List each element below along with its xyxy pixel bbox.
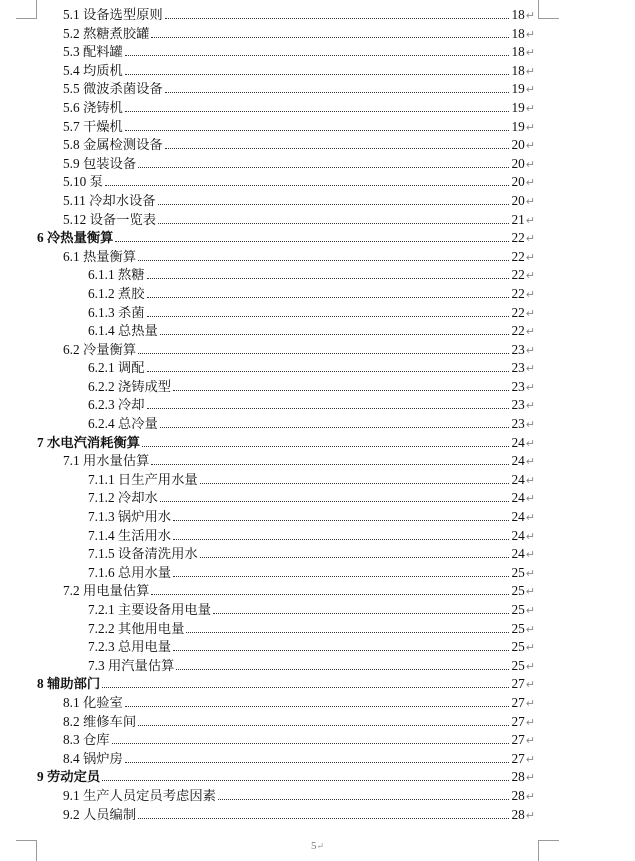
toc-entry-line[interactable] — [63, 6, 535, 26]
toc-entry-line[interactable] — [88, 304, 535, 324]
toc-entry[interactable] — [0, 787, 635, 806]
paragraph-mark-icon: ↵ — [525, 418, 535, 432]
toc-entry-line[interactable] — [88, 508, 535, 528]
toc-entry[interactable] — [0, 750, 635, 769]
table-of-contents — [0, 6, 635, 824]
toc-entry-label: 5.5 微波杀菌设备 — [63, 80, 164, 99]
toc-entry[interactable] — [0, 527, 635, 546]
toc-entry-page-number: 22 — [511, 323, 525, 339]
toc-dot-leader — [147, 304, 510, 317]
toc-dot-leader — [158, 192, 510, 205]
toc-entry-line[interactable] — [88, 564, 535, 584]
toc-entry-page-number: 24 — [511, 471, 525, 487]
toc-dot-leader — [125, 118, 510, 131]
toc-dot-leader — [173, 508, 509, 521]
toc-entry[interactable] — [0, 285, 635, 304]
toc-entry[interactable] — [0, 155, 635, 174]
toc-entry[interactable] — [0, 434, 635, 453]
toc-dot-leader — [125, 694, 510, 707]
toc-dot-leader — [173, 564, 509, 577]
toc-entry-line[interactable] — [88, 471, 535, 491]
toc-entry-label: 5.2 熬糖煮胶罐 — [63, 25, 150, 44]
toc-entry-line[interactable] — [88, 359, 535, 379]
toc-entry-line[interactable] — [88, 378, 535, 398]
toc-entry-page-number: 19 — [511, 99, 525, 115]
toc-entry-page-number: 18 — [511, 7, 525, 22]
toc-entry-label: 7.1.6 总用水量 — [88, 564, 172, 583]
toc-entry-page-number: 27 — [511, 732, 525, 748]
toc-dot-leader — [142, 434, 509, 447]
toc-entry-label: 5.11 冷却水设备 — [63, 192, 157, 211]
toc-entry-page-number: 22 — [511, 267, 525, 283]
toc-entry-label: 7.1 用水量估算 — [63, 452, 150, 471]
toc-entry-line[interactable] — [88, 285, 535, 305]
toc-entry-line[interactable] — [63, 173, 535, 193]
toc-entry-line[interactable] — [63, 118, 535, 138]
toc-entry-page-number: 24 — [511, 490, 525, 506]
toc-dot-leader — [151, 452, 509, 465]
toc-entry-line[interactable] — [63, 136, 535, 156]
toc-entry-page-number: 20 — [511, 137, 525, 153]
toc-entry-page-number: 25 — [511, 620, 525, 636]
paragraph-mark-icon: ↵ — [525, 529, 535, 543]
toc-entry-page-number: 19 — [511, 118, 525, 134]
toc-entry-line[interactable] — [63, 806, 535, 826]
toc-entry-label: 7.2.2 其他用电量 — [88, 620, 185, 639]
toc-entry-page-number: 21 — [511, 211, 525, 227]
toc-dot-leader — [115, 229, 509, 242]
toc-entry-page-number: 24 — [511, 509, 525, 525]
toc-entry-label: 5.10 泵 — [63, 173, 104, 192]
toc-entry-page-number: 23 — [511, 360, 525, 376]
toc-entry[interactable] — [0, 62, 635, 81]
toc-entry-label: 5.9 包装设备 — [63, 155, 137, 174]
paragraph-mark-icon: ↵ — [525, 399, 535, 413]
toc-entry-label: 5.1 设备选型原则 — [63, 6, 164, 25]
paragraph-mark-icon: ↵ — [525, 176, 535, 190]
toc-dot-leader — [200, 471, 510, 484]
paragraph-mark-icon: ↵ — [525, 734, 535, 748]
toc-entry[interactable] — [0, 452, 635, 471]
toc-entry-page-number: 27 — [511, 676, 525, 692]
toc-entry-label: 6.1 热量衡算 — [63, 248, 137, 267]
toc-entry-page-number: 18 — [511, 25, 525, 41]
paragraph-mark-icon: ↵ — [525, 232, 535, 246]
page-number: 5 — [310, 840, 317, 852]
toc-entry-line[interactable] — [63, 192, 535, 212]
toc-entry-line[interactable] — [88, 396, 535, 416]
paragraph-mark-icon: ↵ — [525, 120, 535, 134]
toc-entry[interactable] — [0, 768, 635, 787]
toc-entry-label: 9.2 人员编制 — [63, 806, 137, 825]
toc-entry-page-number: 28 — [511, 806, 525, 822]
toc-dot-leader — [173, 378, 509, 391]
toc-dot-leader — [125, 43, 510, 56]
toc-entry[interactable] — [0, 136, 635, 155]
toc-dot-leader — [147, 359, 510, 372]
paragraph-mark-icon: ↵ — [525, 473, 535, 487]
paragraph-mark-icon: ↵ — [525, 659, 535, 673]
toc-entry-page-number: 24 — [511, 527, 525, 543]
toc-entry-line[interactable] — [63, 155, 535, 175]
toc-dot-leader — [176, 657, 509, 670]
toc-dot-leader — [160, 415, 510, 428]
toc-entry-label: 7.1.3 锅炉用水 — [88, 508, 172, 527]
toc-entry[interactable] — [0, 304, 635, 323]
toc-entry-label: 9 劳动定员 — [37, 768, 101, 787]
toc-dot-leader — [138, 806, 509, 819]
toc-entry-label: 6.1.1 熬糖 — [88, 266, 146, 285]
toc-entry[interactable] — [0, 248, 635, 267]
toc-entry-label: 6.2.1 调配 — [88, 359, 146, 378]
toc-dot-leader — [218, 787, 510, 800]
toc-entry-page-number: 20 — [511, 155, 525, 171]
toc-dot-leader — [160, 322, 510, 335]
toc-dot-leader — [173, 527, 509, 540]
toc-entry[interactable] — [0, 657, 635, 676]
toc-entry-label: 7.1.5 设备清洗用水 — [88, 545, 199, 564]
toc-entry-label: 7.2.1 主要设备用电量 — [88, 601, 212, 620]
toc-dot-leader — [165, 136, 510, 149]
paragraph-mark-icon: ↵ — [525, 641, 535, 655]
toc-entry-line[interactable] — [63, 80, 535, 100]
toc-dot-leader — [165, 6, 510, 19]
toc-dot-leader — [213, 601, 509, 614]
toc-entry-page-number: 23 — [511, 416, 525, 432]
toc-dot-leader — [125, 750, 510, 763]
paragraph-mark-icon: ↵ — [525, 380, 535, 394]
toc-entry-label: 7.3 用汽量估算 — [88, 657, 175, 676]
toc-entry-label: 8.1 化验室 — [63, 694, 124, 713]
toc-entry-page-number: 25 — [511, 639, 525, 655]
toc-entry-label: 6.2.3 冷却 — [88, 396, 146, 415]
toc-entry-page-number: 25 — [511, 657, 525, 673]
toc-entry-label: 8.4 锅炉房 — [63, 750, 124, 769]
paragraph-mark-icon: ↵ — [525, 548, 535, 562]
paragraph-mark-icon: ↵ — [525, 789, 535, 803]
paragraph-mark-icon: ↵ — [525, 9, 535, 22]
toc-entry-line[interactable] — [63, 62, 535, 82]
toc-entry-line[interactable] — [63, 248, 535, 268]
toc-entry-line[interactable] — [88, 266, 535, 286]
toc-entry-page-number: 25 — [511, 602, 525, 617]
toc-dot-leader — [158, 211, 509, 224]
toc-entry-page-number: 24 — [511, 434, 525, 450]
toc-entry-line[interactable] — [88, 527, 535, 547]
paragraph-mark-icon: ↵ — [525, 139, 535, 153]
toc-entry-label: 7.1.2 冷却水 — [88, 489, 159, 508]
toc-entry-page-number: 22 — [511, 304, 525, 320]
toc-entry-line[interactable] — [63, 787, 535, 807]
toc-dot-leader — [138, 248, 509, 261]
toc-entry-page-number: 22 — [511, 230, 525, 246]
toc-dot-leader — [147, 285, 510, 298]
paragraph-mark-icon: ↵ — [525, 771, 535, 785]
toc-entry[interactable] — [0, 211, 635, 230]
toc-entry-page-number: 20 — [511, 192, 525, 208]
toc-entry[interactable] — [0, 620, 635, 639]
toc-entry-line[interactable] — [63, 713, 535, 733]
paragraph-mark-icon: ↵ — [525, 362, 535, 376]
toc-entry-label: 7.2.3 总用电量 — [88, 638, 172, 657]
toc-entry-label: 9.1 生产人员定员考虑因素 — [63, 787, 217, 806]
toc-entry[interactable] — [0, 43, 635, 62]
toc-entry-page-number: 25 — [511, 564, 525, 580]
toc-entry-line[interactable] — [63, 99, 535, 119]
toc-entry[interactable] — [0, 341, 635, 360]
toc-entry-line[interactable] — [63, 211, 535, 231]
toc-entry-line[interactable] — [63, 341, 535, 361]
paragraph-mark-icon: ↵ — [525, 622, 535, 636]
paragraph-mark-icon: ↵ — [525, 269, 535, 283]
toc-entry-label: 6.2.2 浇铸成型 — [88, 378, 172, 397]
toc-entry[interactable] — [0, 489, 635, 508]
paragraph-mark-icon: ↵ — [525, 455, 535, 469]
paragraph-mark-icon: ↵ — [525, 715, 535, 729]
toc-entry[interactable] — [0, 80, 635, 99]
toc-entry-label: 6.2 冷量衡算 — [63, 341, 137, 360]
paragraph-mark-icon: ↵ — [525, 194, 535, 208]
paragraph-mark-icon: ↵ — [525, 83, 535, 97]
toc-entry[interactable] — [0, 806, 635, 825]
toc-dot-leader — [138, 713, 509, 726]
toc-entry[interactable] — [0, 118, 635, 137]
paragraph-mark-icon: ↵ — [525, 492, 535, 506]
toc-entry-page-number: 27 — [511, 750, 525, 766]
toc-entry[interactable] — [0, 322, 635, 341]
toc-entry[interactable] — [0, 731, 635, 750]
toc-entry-line[interactable] — [88, 620, 535, 640]
toc-entry-page-number: 20 — [511, 174, 525, 190]
toc-dot-leader — [138, 341, 509, 354]
toc-entry-line[interactable] — [88, 601, 535, 621]
toc-entry-page-number: 23 — [511, 378, 525, 394]
toc-entry-line[interactable] — [37, 434, 535, 454]
toc-dot-leader — [112, 731, 510, 744]
toc-entry-label: 5.6 浇铸机 — [63, 99, 124, 118]
toc-entry-page-number: 25 — [511, 583, 525, 599]
toc-entry-page-number: 22 — [511, 248, 525, 264]
toc-entry-label: 6.1.4 总热量 — [88, 322, 159, 341]
toc-entry-line[interactable] — [88, 322, 535, 342]
toc-entry[interactable] — [0, 582, 635, 601]
paragraph-mark-icon: ↵ — [525, 157, 535, 171]
toc-entry-label: 6.1.2 煮胶 — [88, 285, 146, 304]
toc-entry[interactable] — [0, 229, 635, 248]
toc-entry-line[interactable] — [88, 415, 535, 435]
paragraph-mark-icon: ↵ — [525, 343, 535, 357]
paragraph-mark-icon: ↵ — [525, 752, 535, 766]
toc-entry-page-number: 28 — [511, 787, 525, 803]
paragraph-mark-icon: ↵ — [525, 604, 535, 617]
toc-entry-label: 5.12 设备一览表 — [63, 211, 157, 230]
toc-entry-label: 6.1.3 杀菌 — [88, 304, 146, 323]
paragraph-mark-icon: ↵ — [525, 101, 535, 115]
toc-entry-label: 5.8 金属检测设备 — [63, 136, 164, 155]
toc-entry-line[interactable] — [37, 675, 535, 695]
paragraph-mark-icon: ↵ — [525, 511, 535, 525]
toc-entry-label: 8 辅助部门 — [37, 675, 101, 694]
toc-entry[interactable] — [0, 396, 635, 415]
toc-entry-line[interactable] — [88, 638, 535, 658]
toc-dot-leader — [186, 620, 509, 633]
toc-entry-line[interactable] — [37, 768, 535, 788]
toc-entry-line[interactable] — [88, 545, 535, 565]
paragraph-mark-icon: ↵ — [525, 306, 535, 320]
paragraph-mark-icon: ↵ — [525, 436, 535, 450]
toc-entry-line[interactable] — [63, 750, 535, 770]
toc-dot-leader — [200, 545, 510, 558]
paragraph-mark-icon: ↵ — [316, 841, 325, 851]
toc-entry-page-number: 23 — [511, 341, 525, 357]
toc-entry-label: 8.3 仓库 — [63, 731, 111, 750]
toc-dot-leader — [160, 489, 510, 502]
toc-entry-page-number: 24 — [511, 453, 525, 469]
toc-entry[interactable] — [0, 192, 635, 211]
toc-entry-page-number: 18 — [511, 62, 525, 78]
toc-entry[interactable] — [0, 173, 635, 192]
toc-entry[interactable] — [0, 99, 635, 118]
toc-entry[interactable] — [0, 378, 635, 397]
toc-dot-leader — [138, 155, 509, 168]
toc-dot-leader — [102, 675, 509, 688]
toc-dot-leader — [173, 638, 509, 651]
toc-entry-label: 5.3 配料罐 — [63, 43, 124, 62]
toc-entry-line[interactable] — [63, 731, 535, 751]
toc-entry[interactable] — [0, 601, 635, 620]
toc-entry-line[interactable] — [63, 25, 535, 45]
paragraph-mark-icon: ↵ — [525, 213, 535, 227]
toc-dot-leader — [147, 396, 510, 409]
toc-dot-leader — [102, 768, 509, 781]
toc-entry-page-number: 24 — [511, 546, 525, 562]
paragraph-mark-icon: ↵ — [525, 287, 535, 301]
toc-dot-leader — [125, 99, 510, 112]
toc-entry-label: 7.1.1 日生产用水量 — [88, 471, 199, 490]
toc-dot-leader — [151, 25, 509, 38]
toc-entry-line[interactable] — [88, 657, 535, 677]
toc-entry-page-number: 28 — [511, 769, 525, 785]
paragraph-mark-icon: ↵ — [525, 696, 535, 710]
toc-entry-label: 5.7 干燥机 — [63, 118, 124, 137]
paragraph-mark-icon: ↵ — [525, 325, 535, 339]
toc-entry-line[interactable] — [63, 43, 535, 63]
toc-entry[interactable] — [0, 471, 635, 490]
toc-entry-page-number: 18 — [511, 44, 525, 60]
toc-entry[interactable] — [0, 638, 635, 657]
toc-entry-label: 6.2.4 总冷量 — [88, 415, 159, 434]
toc-entry-page-number: 27 — [511, 694, 525, 710]
toc-entry[interactable] — [0, 25, 635, 44]
paragraph-mark-icon: ↵ — [525, 64, 535, 78]
toc-entry-line[interactable] — [88, 489, 535, 509]
toc-entry-page-number: 19 — [511, 81, 525, 97]
toc-entry[interactable] — [0, 359, 635, 378]
toc-dot-leader — [147, 266, 510, 279]
toc-entry-page-number: 27 — [511, 713, 525, 729]
paragraph-mark-icon: ↵ — [525, 27, 535, 41]
toc-entry-label: 6 冷热量衡算 — [37, 229, 114, 248]
toc-entry-label: 7.1.4 生活用水 — [88, 527, 172, 546]
toc-entry[interactable] — [0, 508, 635, 527]
toc-entry-line[interactable] — [63, 452, 535, 472]
paragraph-mark-icon: ↵ — [525, 808, 535, 822]
toc-entry-label: 7 水电汽消耗衡算 — [37, 434, 141, 453]
toc-dot-leader — [151, 582, 509, 595]
toc-entry[interactable] — [0, 266, 635, 285]
page-footer — [0, 840, 635, 852]
toc-entry[interactable] — [0, 415, 635, 434]
toc-entry-label: 7.2 用电量估算 — [63, 582, 150, 601]
toc-dot-leader — [165, 80, 510, 93]
toc-entry-line[interactable] — [63, 694, 535, 714]
paragraph-mark-icon: ↵ — [525, 566, 535, 580]
toc-entry-page-number: 23 — [511, 397, 525, 413]
paragraph-mark-icon: ↵ — [525, 585, 535, 599]
toc-entry-page-number: 22 — [511, 285, 525, 301]
toc-entry[interactable] — [0, 545, 635, 564]
toc-entry[interactable] — [0, 564, 635, 583]
toc-dot-leader — [105, 173, 510, 186]
toc-entry[interactable] — [0, 713, 635, 732]
toc-entry[interactable] — [0, 6, 635, 25]
toc-entry[interactable] — [0, 694, 635, 713]
paragraph-mark-icon: ↵ — [525, 250, 535, 264]
paragraph-mark-icon: ↵ — [525, 46, 535, 60]
toc-entry-label: 8.2 维修车间 — [63, 713, 137, 732]
toc-entry-line[interactable] — [63, 582, 535, 602]
toc-entry-label: 5.4 均质机 — [63, 62, 124, 81]
paragraph-mark-icon: ↵ — [525, 678, 535, 692]
toc-dot-leader — [125, 62, 510, 75]
toc-entry-line[interactable] — [37, 229, 535, 249]
toc-entry[interactable] — [0, 675, 635, 694]
